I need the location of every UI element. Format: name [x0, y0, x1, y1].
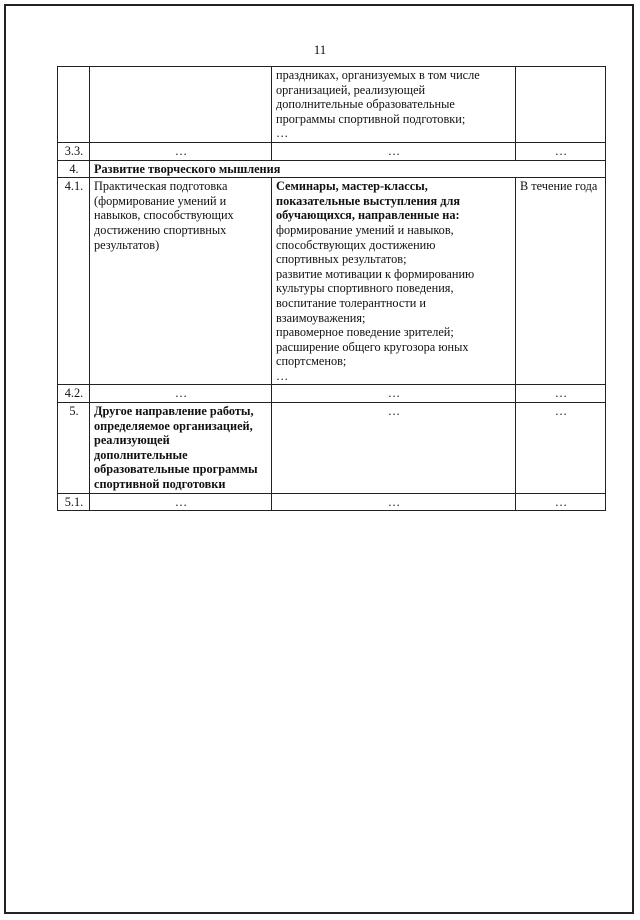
section-title-line: спортивной подготовки — [94, 477, 226, 492]
row-content: … — [272, 142, 516, 160]
row-activity: … — [90, 142, 272, 160]
content-line: взаимоуважения; — [276, 310, 366, 325]
row-content: … — [272, 403, 516, 494]
row-timing — [516, 67, 606, 143]
content-line: дополнительные образовательные — [276, 97, 455, 112]
content-line: развитие мотивации к формированию — [276, 266, 475, 281]
row-content — [272, 67, 516, 143]
content-heading-line: Семинары, мастер-классы, — [276, 179, 428, 194]
row-timing: … — [516, 142, 606, 160]
section-row — [58, 160, 606, 178]
activity-line: (формирование умений и — [94, 193, 227, 208]
row-timing: … — [516, 385, 606, 403]
row-number: 4.1. — [58, 178, 90, 385]
row-activity: … — [90, 385, 272, 403]
row-number: 3.3. — [58, 142, 90, 160]
table-row — [58, 385, 606, 403]
section-number: 4. — [58, 160, 90, 178]
content-line: … — [276, 368, 289, 383]
activity-line: Практическая подготовка — [94, 179, 228, 194]
section-number: 5. — [58, 403, 90, 494]
content-heading-line: показательные выступления для — [276, 193, 461, 208]
row-timing: В течение года — [516, 178, 606, 385]
row-activity: … — [90, 493, 272, 511]
content-heading-line: обучающихся, направленные на: — [276, 208, 460, 223]
row-activity — [90, 67, 272, 143]
content-line: программы спортивной подготовки; — [276, 111, 466, 126]
section-title — [90, 403, 272, 494]
content-line: праздниках, организуемых в том числе — [276, 68, 480, 82]
row-timing: … — [516, 403, 606, 494]
page-number: 11 — [313, 42, 327, 57]
content-line: … — [276, 126, 289, 141]
activity-line: достижению спортивных — [94, 222, 227, 237]
section-title-line: реализующей — [94, 433, 170, 448]
section-title-line: определяемое организацией, — [94, 418, 253, 433]
table-row — [58, 67, 606, 143]
content-line: правомерное поведение зрителей; — [276, 325, 454, 340]
activity-line: результатов) — [94, 237, 160, 252]
row-number: 4.2. — [58, 385, 90, 403]
content-line: спортивных результатов; — [276, 252, 407, 267]
section-title: Развитие творческого мышления — [90, 160, 606, 178]
content-line: формирование умений и навыков, — [276, 222, 454, 237]
activities-table — [57, 66, 606, 511]
section-title-line: Другое направление работы, — [94, 404, 254, 419]
content-line: воспитание толерантности и — [276, 295, 426, 310]
section-title-line: образовательные программы — [94, 462, 258, 477]
content-line: спортсменов; — [276, 354, 347, 369]
content-line: способствующих достижению — [276, 237, 436, 252]
row-content: … — [272, 493, 516, 511]
row-timing: … — [516, 493, 606, 511]
table-row — [58, 178, 606, 385]
section-row — [58, 403, 606, 494]
activity-line: навыков, способствующих — [94, 208, 234, 223]
row-activity — [90, 178, 272, 385]
row-content: … — [272, 385, 516, 403]
table-row — [58, 142, 606, 160]
content-line: культуры спортивного поведения, — [276, 281, 454, 296]
table-row — [58, 493, 606, 511]
content-line: расширение общего кругозора юных — [276, 339, 469, 354]
row-number — [58, 67, 90, 143]
row-number: 5.1. — [58, 493, 90, 511]
row-content — [272, 178, 516, 385]
content-line: организацией, реализующей — [276, 82, 426, 97]
section-title-line: дополнительные — [94, 447, 188, 462]
